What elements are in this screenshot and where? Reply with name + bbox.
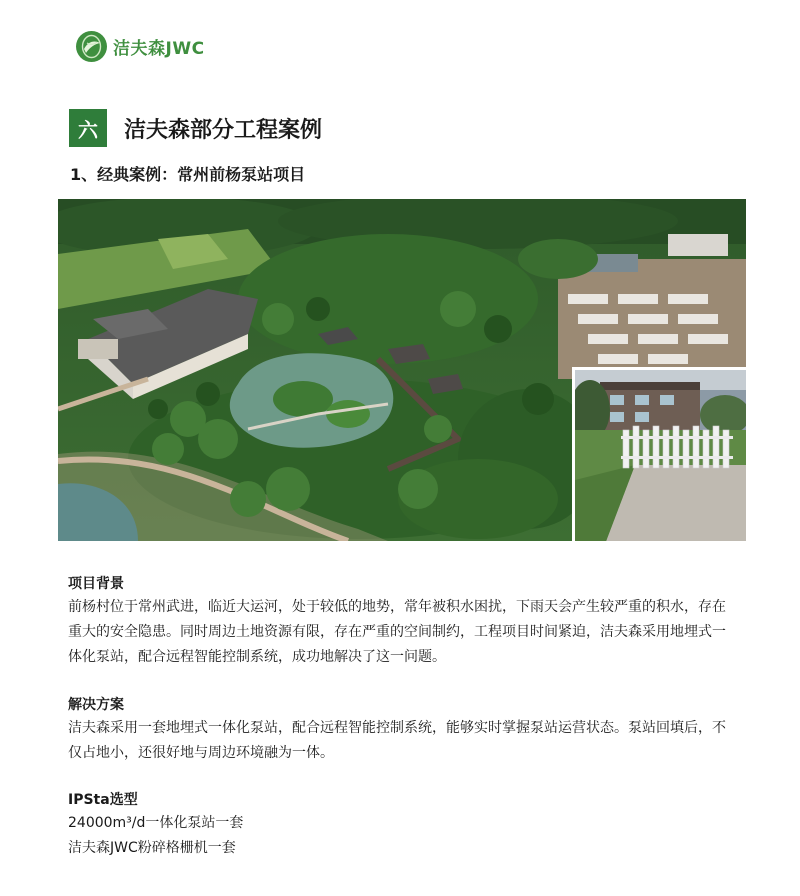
project-background-title: 项目背景: [68, 576, 124, 592]
brand-logo: [76, 31, 205, 62]
project-background-text: 前杨村位于常州武进，临近大运河，处于较低的地势，常年被积水困扰，下雨天会产生较严重的积水，存在重大的安全隐患。同时周边土地资源有限，存在严重的空间制约，工程项目时间紧迫，洁夫森采用地埋式一体化泵站，配合远程智能控制系统，成功地解决了这一问题。: [68, 599, 726, 665]
section-heading: [69, 109, 322, 147]
solution-section: [68, 695, 738, 766]
ipsta-selection-title: IPSta选型: [68, 792, 138, 808]
ipsta-selection-section: [68, 790, 738, 861]
brand-name: 洁夫森JWC: [113, 39, 205, 59]
aerial-park-photo: [58, 199, 746, 541]
case-subtitle: 1、经典案例：常州前杨泵站项目: [70, 165, 306, 184]
selection-item: 洁夫森JWC粉碎格栅机一套: [68, 840, 236, 856]
pump-station-site-photo: [572, 367, 746, 541]
section-title: 洁夫森部分工程案例: [124, 117, 323, 143]
solution-title: 解决方案: [68, 697, 124, 713]
section-number-badge: 六: [69, 109, 107, 147]
solution-text: 洁夫森采用一套地埋式一体化泵站，配合远程智能控制系统，能够实时掌握泵站运营状态。泵站回填后，不仅占地小，还很好地与周边环境融为一体。: [68, 720, 726, 761]
selection-item: 24000m³/d一体化泵站一套: [68, 815, 244, 831]
leaf-globe-logo-icon: [76, 31, 107, 62]
project-background-section: [68, 574, 738, 670]
